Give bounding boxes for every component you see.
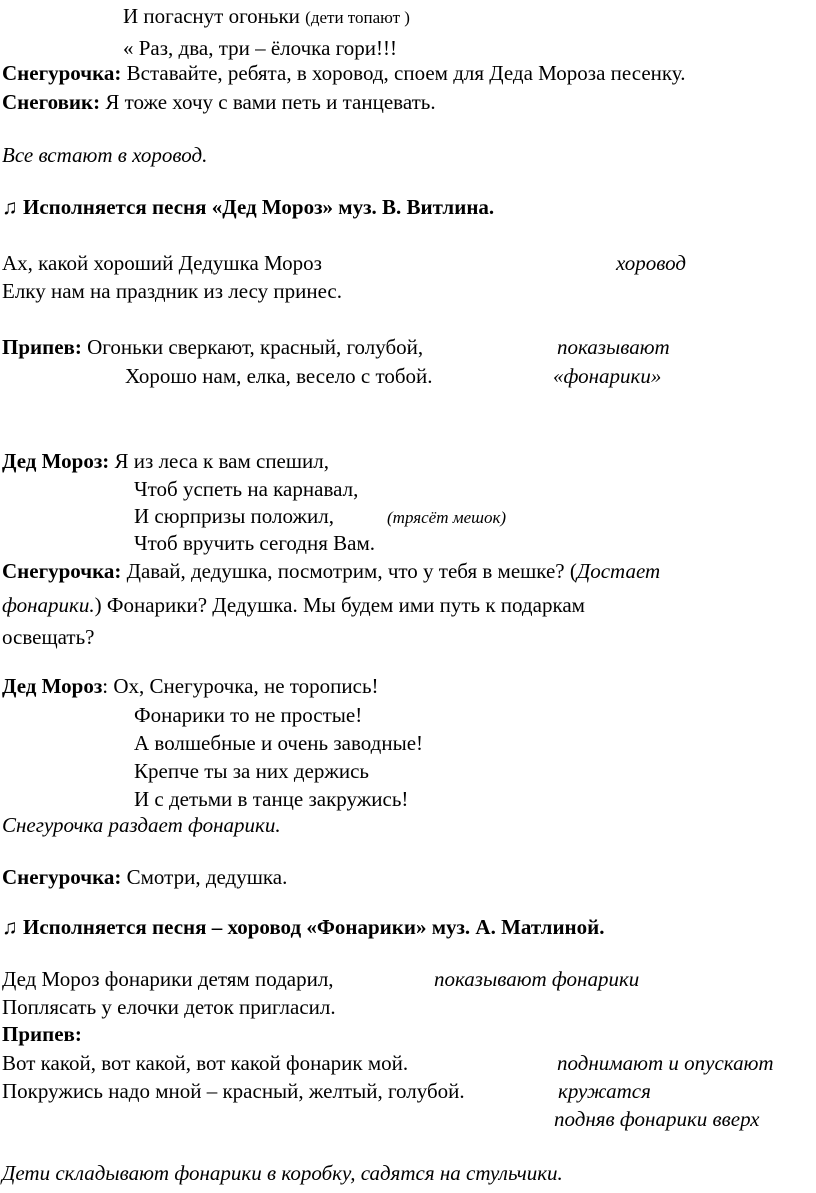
verse-line: Вот какой, вот какой, вот какой фонарик мой. (2, 1051, 409, 1075)
speaker-name: Снеговик: (2, 90, 101, 114)
verse-line: Чтоб вручить сегодня Вам. (134, 531, 376, 555)
stage-direction: Снегурочка раздает фонарики. (2, 813, 281, 837)
verse-text: И погаснут огоньки (123, 4, 306, 28)
dialogue-line (2, 451, 329, 472)
dialogue-text: Я из леса к вам спешил, (109, 449, 330, 473)
verse-line: Крепче ты за них держись (134, 759, 369, 783)
stage-note: поднимают и опускают (557, 1051, 774, 1075)
dialogue-line (2, 92, 436, 113)
chorus-label: Припев: (2, 1022, 82, 1046)
stage-note: Достает (576, 559, 661, 583)
verse-line: И с детьми в танце закружись! (134, 787, 409, 811)
stage-note: хоровод (616, 251, 686, 275)
dialogue-text: Я тоже хочу с вами петь и танцевать. (100, 90, 436, 114)
stage-note: фонарики. (2, 593, 95, 617)
stage-note: (дети топают ) (305, 8, 410, 27)
stage-note: «фонарики» (553, 364, 662, 388)
stage-note: (трясёт мешок) (387, 508, 507, 527)
speaker-name: Снегурочка: (2, 61, 122, 85)
speaker-name: Снегурочка: (2, 865, 122, 889)
stage-direction: Дети складывают фонарики в коробку, садятся на стульчики. (2, 1161, 563, 1185)
dialogue-line (2, 63, 685, 84)
verse-line: Елку нам на праздник из лесу принес. (2, 279, 342, 303)
dialogue-text: : Ох, Снегурочка, не торопись! (102, 674, 379, 698)
verse-line: Фонарики то не простые! (134, 703, 363, 727)
verse-line: Чтоб успеть на карнавал, (134, 477, 359, 501)
stage-note: кружатся (558, 1079, 651, 1103)
dialogue-line (2, 561, 660, 582)
dialogue-text: Вставайте, ребята, в хоровод, споем для Деда Мороза песенку. (121, 61, 686, 85)
song-heading: ♫ Исполняется песня – хоровод «Фонарики» муз. А. Матлиной. (2, 915, 605, 939)
verse-line (134, 506, 334, 527)
speaker-name: Дед Мороз: (2, 449, 110, 473)
dialogue-text: Смотри, дедушка. (121, 865, 288, 889)
verse-line: Дед Мороз фонарики детям подарил, (2, 967, 334, 991)
verse-text: Огоньки сверкают, красный, голубой, (81, 335, 424, 359)
verse-line: Ах, какой хороший Дедушка Мороз (2, 251, 322, 275)
stage-note: показывают фонарики (434, 967, 640, 991)
verse-line: « Раз, два, три – ёлочка гори!!! (123, 36, 397, 60)
verse-line: Хорошо нам, елка, весело с тобой. (125, 364, 433, 388)
dialogue-line (2, 595, 585, 616)
verse-line: Покружись надо мной – красный, желтый, голубой. (2, 1079, 465, 1103)
speaker-name: Дед Мороз (2, 674, 103, 698)
dialogue-line (2, 676, 379, 697)
verse-text: И сюрпризы положил, (134, 504, 334, 528)
speaker-name: Снегурочка: (2, 559, 122, 583)
chorus-label: Припев: (2, 335, 82, 359)
dialogue-line: освещать? (2, 625, 95, 649)
dialogue-text: ) Фонарики? Дедушка. Мы будем ими путь к подаркам (94, 593, 585, 617)
stage-direction: Все встают в хоровод. (2, 143, 208, 167)
verse-line: А волшебные и очень заводные! (134, 731, 424, 755)
dialogue-text: Давай, дедушка, посмотрим, что у тебя в мешке? ( (121, 559, 577, 583)
stage-note: подняв фонарики вверх (554, 1107, 760, 1131)
stage-note: показывают (557, 335, 670, 359)
song-heading: ♫ Исполняется песня «Дед Мороз» муз. В. Витлина. (2, 195, 495, 219)
verse-line (123, 6, 410, 27)
verse-line: Поплясать у елочки деток пригласил. (2, 995, 336, 1019)
dialogue-line (2, 867, 287, 888)
chorus-line (2, 337, 423, 358)
